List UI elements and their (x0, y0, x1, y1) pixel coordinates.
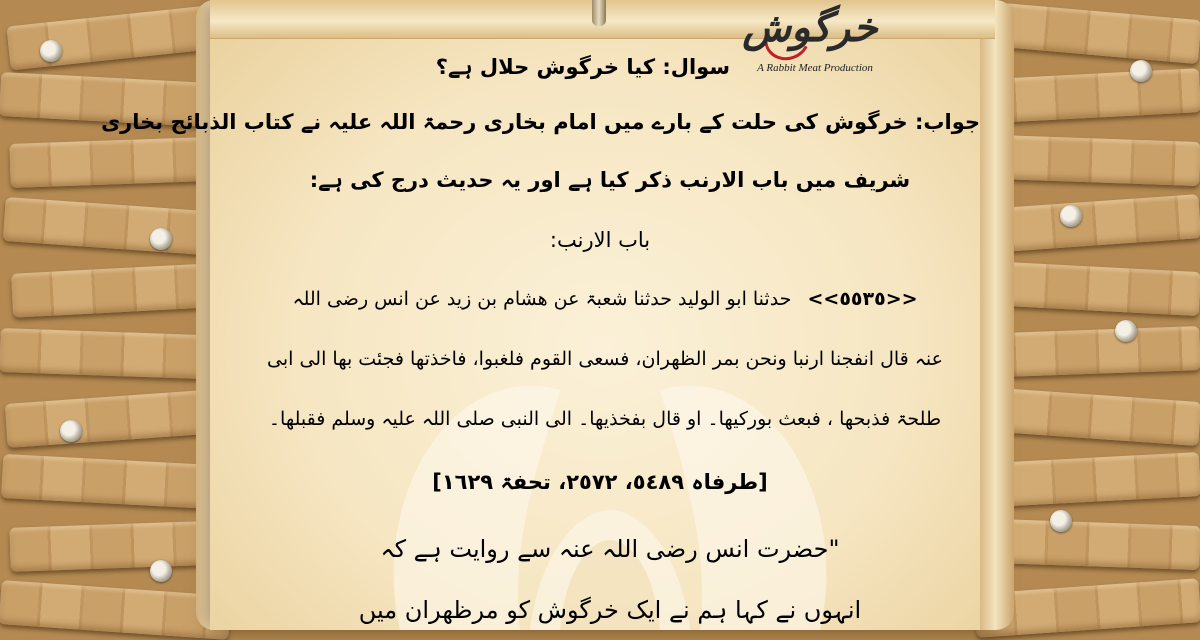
chapter-heading: باب الارنب: (549, 228, 651, 252)
scroll-curl-right (980, 0, 1014, 630)
hadith-line-1-text: حدثنا ابو الولید حدثنا شعبۃ عن ھشام بن زید عن انس رضی اللہ (292, 288, 792, 310)
hadith-reference: [طرفاہ ٥٤٨٩، ٢٥٧٢، تحفۃ ١٦٢٩] (432, 470, 768, 494)
hadith-number: <<٥٥٣٥>> (807, 288, 918, 310)
question-text: سوال: کیا خرگوش حلال ہے؟ (435, 55, 730, 79)
translation-line-2: انہوں نے کہا ہم نے ایک خرگوش کو مرظھران میں (358, 596, 862, 624)
answer-line-1: جواب: خرگوش کی حلت کے بارے میں امام بخاری رحمۃ اللہ علیہ نے کتاب الذبائح بخاری (100, 110, 980, 134)
hadith-line-2: عنہ قال انفجنا ارنبا ونحن بمر الظھران، فسعی القوم فلغبوا، فاخذتھا فجئت بھا الی ابی (267, 348, 943, 370)
translation-line-1: "حضرت انس رضی اللہ عنہ سے روایت ہے کہ (380, 535, 840, 563)
hadith-line-3: طلحۃ فذبحھا ، فبعث بورکیھا۔ او قال بفخذیھا۔ الی النبی صلی اللہ علیہ وسلم فقبلھا۔ (268, 408, 942, 430)
logo-tagline: A Rabbit Meat Production (757, 62, 873, 74)
brand-logo (740, 2, 890, 82)
hadith-line-1 (230, 288, 980, 310)
scroll-pin-icon (592, 0, 606, 26)
logo-title: خرگوش (742, 5, 878, 51)
answer-line-2: شریف میں باب الارنب ذکر کیا ہے اور یہ حدیث درج کی ہے: (309, 168, 911, 192)
